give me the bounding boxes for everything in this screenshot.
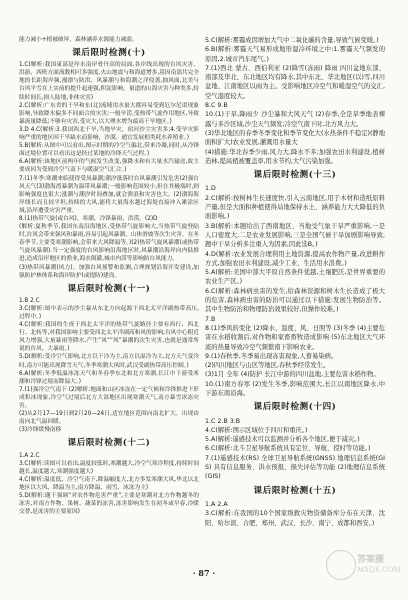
answer-paragraph: 1.C(解析:我国東部是岸水南岸骨丹高的局面,各岸线出现的台风灾害、洪游、西班方面流数相可多强度,火山地震与和海道增多,基因南部共完全地的长距海岸频,漫漂与防洪、风暴潮与和海潮之洋侵袭,抽风面,北美与台风平雪在上实前的提升起速强,积淀影响。量道的山海灾害与种类多,持续时间长,损人陆地,非体灾害) (19, 62, 199, 101)
answer-paragraph: 5.D(解析:题干强调“对农作物危害严重”,主要是寒潮对北方作物越冬的冻害,对南方作物、果树、蔬菜的冻害,冻害影响发生在初冬或早春,冷暖交替,是冻害的主要原因) (19, 492, 199, 516)
answer-paragraph: (3)冷锋缓慢南移 (19, 427, 62, 434)
answer-paragraph: 7.(1)西北 蒙古、西伯利亚 (2)降雪(冻雨) 降雨 四川盆地东部、南部及华北、东北地区均有降水,其中东北、华北地区(以)雪,四川盆地、江南地区以雨为主。受影响地区冷空气和暖湿空气的交汇,空气湿度较大。 (205, 64, 385, 100)
answer-paragraph: 1.D (205, 185, 216, 193)
answer-paragraph: 6.A(解析:冬季低温冰冻天气和冬春季东北和北方寒潮,长江中下游受寒潮和冷锋过境而降温大。) (19, 370, 199, 385)
answer-paragraph: 8.(1)热带气旋(或台风)、寒潮、冷锋暴雨、洪涝。(2)D (19, 215, 158, 222)
answer-paragraph: 3.C(解析:在我国的10个国家级救灾物资储备库分布在天津、沈阳、哈尔滨、合肥、郑州、武汉、长沙、南宁、成都和西安。) (205, 510, 385, 527)
answer-paragraph: 6.C(解析:北斗卫星导航系统具有定位、导航、授时等功能。) (205, 445, 371, 453)
answer-paragraph: (3)1月 全年 (4)防护 长江中游的四川盆地,主要危害水稻作物。 (205, 371, 380, 379)
answer-paragraph: 3.D 4.C(解析:3.我国西北干旱,当地旱灾、宿河沙尘灾害多;4.受旱灾影响严重的地区因干旱缺水而影响、沙漠、通宜发展相类耗水养殖业。) (19, 126, 199, 142)
right-column (205, 36, 385, 528)
answer-paragraph: 1.A 2.C (19, 452, 40, 459)
answer-paragraph: 7.(1)遥感技术(RS) 全球卫星导航系统(GNSS) 地理信息系统(GIS) 具有信息服务、洪水预报、损失评估等功能 (2)地理信息系统(GIS) (205, 454, 385, 481)
answer-paragraph: 5.A(解析:美国中部大平原自然条件优越,土壤肥沃,是世界重要的农业生产区。) (205, 269, 385, 286)
answer-paragraph: 4.C(解析:温度低、冷空气南下,降温幅度大,北方多发寒潮大风,华北以北地区以大风、降温为主,南方降温、雨雪、冰冻为主) (19, 476, 199, 491)
answer-paragraph: 4.C(解析:图示区域位于四川和重庆。) (205, 426, 308, 434)
answer-paragraph: 7.(1)强冷空气南下 (2)解析:地面和山区冰冻在一定气候和冷锋推进下形成积冰现象,冷空气过境后北方大部地区出现寒潮天气,南方暴雪冰冻灾害。 (19, 386, 199, 410)
answer-paragraph: (3)华北地区的春季冬季变化和季节变化大(水热条件不稳定)(静地面积扩大)农业发展,灌溉用水量大 (205, 129, 386, 147)
answer-paragraph: 5.B(解析:从图中可以看出,图示时期的冷空气偏北,带来冷凝,同时,从冷锋面过境位置可以看出这是经过某地的冷锋天气过程。) (19, 143, 199, 158)
watermark-line2: MXQE.COM (357, 566, 401, 574)
answer-paragraph: (4)措施:华北春季少雨,风力大,降水不多;加强农田水利建设,植树造林,提高植被覆盖率,用水节约,大气污染加强。 (205, 148, 385, 165)
answer-paragraph: 7.B (205, 315, 216, 323)
section-heading: 课后限时检测(十三) (253, 170, 337, 181)
section-heading: 课后限时检测(十四) (253, 402, 337, 413)
answer-paragraph: (2)四川地区与山区等地区,春秋季经常发生。 (205, 362, 330, 370)
answer-paragraph: 10.(1)干旱,降雨少 沙尘暴和大风天气 (2)春季,全是旱季地表裸露与多沙区域,沙尘天气频发;冷空气南下时,北方风力大。 (205, 111, 385, 128)
answer-paragraph: 1.B 2.C (19, 297, 40, 304)
left-column (19, 36, 199, 516)
answer-paragraph: 能力减小+植被破坏，森林涵养水源能力减弱。 (19, 37, 138, 43)
answer-paragraph: (3)热带风暴潮(风力)。加强台风预警和监测,合理规划沿海开发建设,加强防护林体系和海岸防护(或提防)建设。 (19, 264, 199, 279)
answer-paragraph: 9.(1)春秋季,冬季易出现冻害现象,人畜易染病。 (205, 352, 338, 360)
answer-paragraph: 3.C(解析:读图可以看出,温度较低时,寒潮越大,冷空气寒冷程度,持续时间越长,温度越大,寒潮强度越大) (19, 460, 200, 475)
page-number: · 87 · (192, 568, 216, 578)
section-heading: 课后限时检测(十) (72, 48, 146, 59)
answer-paragraph: (解析:夏秋季节,我国东南沿海地区,受热带气旋影响大,当热带气旋登陆时,台风会带来强风和暴雨,容易引起风暴潮、山体滑坡等次生灾害。在冬春季节,主要受寒潮影响,会带来大风降温等。)(2)热带气旋风暴潮(或热带气旋风暴潮).当一定强度的台风影响沿海地区时,风暴潮沿海岸向内陆推进,造成沿岸地区的渔业,海水倒灌,城市内涝等影响防台风能力。 (19, 224, 199, 263)
answer-paragraph: (2)从2月17—19日到2月20—24日,适宜地区范围向南北扩大。出现由南向北气温回暖。 (19, 411, 199, 426)
answer-paragraph: 5.A(解析:遥感技术可以监测并分析各个地区,便于减灾。) (205, 436, 360, 444)
answer-paragraph: 5.C(解析:雾霾成因增加大气中二氧化碳的含量,导致气候变暖。) (205, 37, 379, 44)
section-heading: 课后限时检测(十五) (253, 485, 337, 496)
answer-paragraph: 2.C(解析:广东省的干旱和东(北)流域用水量大都容易受到厄尔尼诺现象影响,导致降水偏多不同面合的灾害;一般旱涝,受热带气旋作用地区,导致暴流量降低;不够有灾害,受灾大,以大理水增为最高干旱地区。) (19, 102, 199, 125)
answer-paragraph: 6.C(解析:森林病虫害的发生,给森林资源和树木生长造成了极大的危害,森林病虫害的防治可以通过以下措施:发展生物防治等。其中生物防治和物理防治效果较好,但操作较难。) (205, 287, 385, 314)
watermark-logo (326, 548, 401, 582)
watermark-circle-icon (326, 550, 356, 580)
answer-paragraph: 6.A(解析:该地区前两年的气候发生改变,强降水和有大量水汽输送,故主要成因为受到冷空气南下与暖湿空气汇合。) (19, 159, 199, 174)
answer-paragraph: 7.(1)冬季:寒潮来临使得受凤暴潮;潮汐涨落时台风暴潮引发危害(2)强台风天气(3)渤海湾暴潮为温带风暴潮;一般影响范围较小,但在其极端时,则影响强度也很大;涨潮与潮汐时间叠加,就会溃浪和灾害也大。(2)渤海海岸线长而且较平坦,持续的大风,能将大量海水越过海堤直接冲入滩涂区域,沿岸遭受灾害严重。 (19, 175, 199, 214)
answer-paragraph: 3.C(解析:图中表示的沙尘暴从东北方向起源于西北太平洋副热带高压,过程中。) (19, 305, 199, 320)
answer-paragraph: 8.(1)季风的变化 (2)降水、温度、风、日照等 (3)冬季 (4)主要危害在水稻收割后,对作物和家畜畜牧造成影响 (5)东北地区大气环流的热量导致冷空气频繁南下影响农业。 (205, 324, 385, 351)
answer-paragraph: 3.B(解析:本题给出了西南地区、当地受气象干旱严重影响,一是人口密度大,二是农业发展影响,三是全国气候干旱加剧影响导致,题中干旱分析多注重人为因素,因此选B。) (205, 222, 385, 249)
section-heading: 课后限时检测(十二) (67, 438, 151, 449)
section-heading: 课后限时检测(十一) (67, 283, 151, 294)
answer-paragraph: 5.D(解析:受冷空气影响,北方以干冷为主,南方以湿冷为主,北方天气变冷时,南方可能出现降雪天气,冬季寒潮大风时,武汉受副热带高压控制。) (19, 354, 199, 369)
answer-paragraph: 4.C(解析:我国的生成于西北太平洋的热带气旋路径主要有西行、西北行、北转等,对我国影响主要受西北太平洋副高和风的影响,台风中心附近风力增强,大量暴雨等降水,产生“风”“风”暴潮的次生灾害,也就是通常所说的台风、大暴雨。) (19, 322, 199, 353)
answer-paragraph: 1.C 2.B 3.B (205, 417, 241, 425)
answer-paragraph: 2.C(解析:按树林生长速度快,引入云南地区,用于木材和造纸原料产量,但是大面积种植使得局地保持水土、涵养能力大大降低的负面影响。) (205, 194, 385, 221)
answer-paragraph: 4.D(解析:农业发展合理利用土地资源,提高农作物产量,改进耕作方式,加强农田水利建设,减少工业、生活用水浪费。) (205, 250, 385, 267)
answer-paragraph: 10.(1)南方春寒 (2)发生冬季,影响范围大,长江以南地区降水,中下游东南沿海。 (205, 380, 385, 397)
answer-paragraph: 6.B(解析:雾霾天气易形成地形湿冷环境之中:1.雾霾天气频发的原因,2.城市汽车尾气。) (205, 46, 385, 63)
watermark-line1: 答案圈 (357, 555, 385, 565)
answer-paragraph: 8.C 9.B (205, 102, 228, 110)
answer-paragraph: 1.A 2.A (205, 500, 228, 508)
